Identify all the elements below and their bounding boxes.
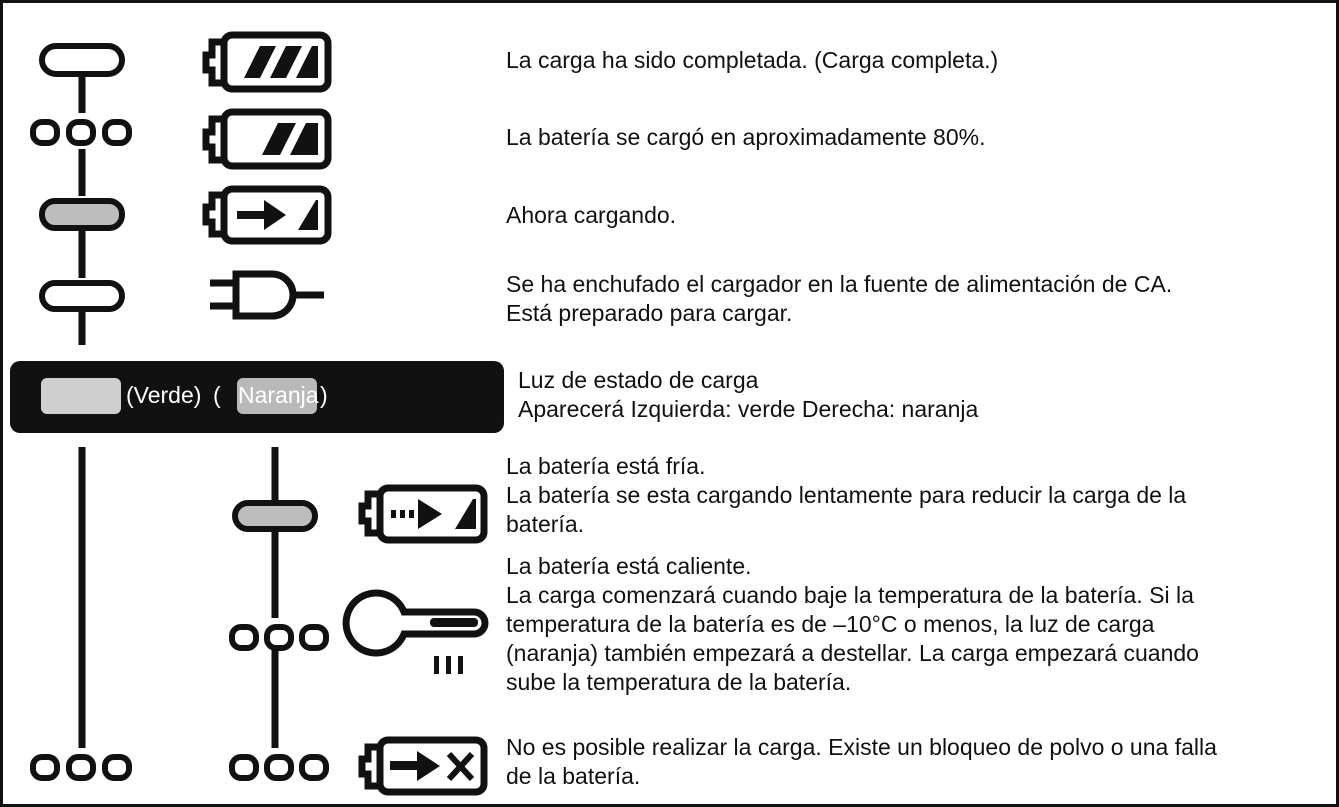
description-line: Aparecerá Izquierda: verde Derecha: naranja bbox=[518, 396, 979, 422]
description-line: La batería se cargó en aproximadamente 80%. bbox=[506, 124, 986, 150]
battery-80-icon bbox=[206, 112, 328, 166]
green-light-label: (Verde) bbox=[126, 382, 202, 408]
description-line: Está preparado para cargar. bbox=[506, 300, 793, 326]
orange-light-label-open: ( bbox=[213, 382, 221, 408]
description-line: La batería está caliente. bbox=[506, 553, 752, 579]
description-line: sube la temperatura de la batería. bbox=[506, 669, 852, 695]
status-light-description bbox=[518, 366, 978, 424]
row-description-full bbox=[506, 46, 998, 75]
row-description-80 bbox=[506, 123, 985, 152]
description-line: La carga comenzará cuando baje la temperatura de la batería. Si la bbox=[506, 582, 1194, 608]
row-description-cold bbox=[506, 452, 1186, 539]
orange-light-label-word: Naranja bbox=[238, 382, 319, 408]
description-line: La batería se esta cargando lentamente para reducir la carga de la bbox=[506, 482, 1187, 508]
description-line: La carga ha sido completada. (Carga completa.) bbox=[506, 47, 999, 73]
description-line: temperatura de la batería es de –10°C o menos, la luz de carga bbox=[506, 611, 1155, 637]
blinking-lamp bbox=[33, 122, 129, 143]
description-line: Se ha enchufado el cargador en la fuente de alimentación de CA. bbox=[506, 271, 1173, 297]
battery-charging-icon bbox=[206, 189, 328, 241]
solid-lamp-empty bbox=[42, 283, 122, 309]
battery-full-icon bbox=[206, 35, 328, 89]
slow-charge-icon bbox=[362, 488, 484, 540]
row-description-error bbox=[506, 733, 1217, 791]
plug-icon bbox=[210, 274, 324, 316]
solid-lamp-lit bbox=[235, 503, 315, 529]
description-line: Luz de estado de carga bbox=[518, 367, 759, 393]
blinking-lamp bbox=[33, 757, 129, 778]
description-line: batería. bbox=[506, 511, 584, 537]
row-description-charging bbox=[506, 201, 676, 230]
description-line: de la batería. bbox=[506, 763, 641, 789]
orange-light-label-close: ) bbox=[320, 382, 328, 408]
thermometer-icon bbox=[346, 593, 485, 674]
description-line: No es posible realizar la carga. Existe un bloqueo de polvo o una falla bbox=[506, 734, 1217, 760]
description-line: La batería está fría. bbox=[506, 453, 706, 479]
blinking-lamp bbox=[232, 757, 326, 778]
solid-lamp-empty bbox=[42, 46, 122, 74]
blinking-lamp bbox=[232, 627, 326, 648]
solid-lamp-lit bbox=[42, 201, 122, 228]
row-description-hot bbox=[506, 552, 1199, 697]
description-line: Ahora cargando. bbox=[506, 202, 677, 228]
row-description-plugged bbox=[506, 270, 1172, 328]
charge-error-icon bbox=[362, 740, 484, 792]
description-line: (naranja) también empezará a destellar. La carga empezará cuando bbox=[506, 640, 1199, 666]
green-light-swatch bbox=[41, 378, 121, 414]
